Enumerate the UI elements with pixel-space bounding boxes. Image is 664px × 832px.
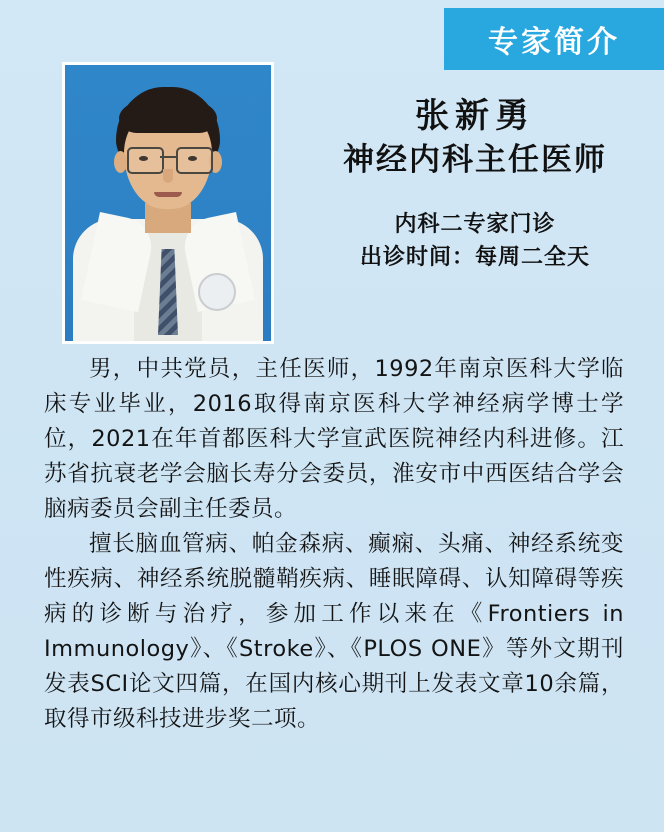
- doctor-info: [300, 95, 650, 274]
- doctor-name: 张新勇: [415, 96, 535, 136]
- clinic-name: 内科二专家门诊: [394, 211, 556, 237]
- banner-title: 专家简介: [488, 25, 620, 60]
- doctor-title: 神经内科主任医师: [343, 141, 607, 178]
- portrait-mouth: [154, 192, 182, 197]
- portrait-fringe: [119, 99, 217, 133]
- biography-paragraph-1: 男，中共党员，主任医师，1992年南京医科大学临床专业毕业，2016取得南京医科大学神经病学博士学位，2021在年首都医科大学宣武医院神经内科进修。江苏省抗衰老学会脑长寿分会委员，淮安市中西医结合学会脑病委员会副主任委员。: [44, 356, 624, 522]
- portrait-badge: [198, 273, 236, 311]
- portrait-nose: [163, 169, 173, 183]
- biography-paragraph-2: 擅长脑血管病、帕金森病、癫痫、头痛、神经系统变性疾病、神经系统脱髓鞘疾病、睡眠障碍、认知障碍等疾病的诊断与治疗，参加工作以来在《Frontiers in Immunology》、《Stroke》、《PLOS ONE》等外文期刊发表SCI论文四篇，在国内核心期刊上发表文章10余篇，取得市级科技进步奖二项。: [44, 531, 624, 732]
- portrait-ear-left: [114, 151, 127, 173]
- biography: [44, 352, 624, 737]
- portrait-glasses-left: [127, 147, 164, 174]
- header-banner: [444, 8, 664, 70]
- photo-background: [65, 65, 271, 341]
- portrait-glasses-right: [176, 147, 213, 174]
- portrait-glasses-bridge: [160, 156, 176, 158]
- doctor-photo: [62, 62, 274, 344]
- clinic-time: 出诊时间：每周二全天: [359, 244, 590, 270]
